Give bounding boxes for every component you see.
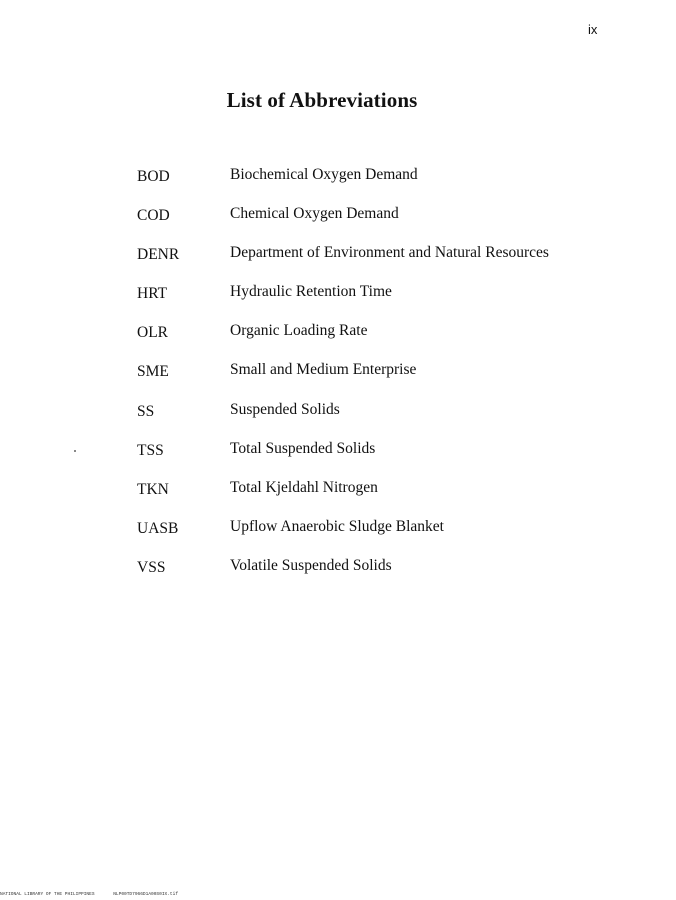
- abbreviation-term: TSS: [137, 441, 164, 459]
- abbreviation-term: BOD: [137, 168, 170, 185]
- abbreviation-term: COD: [137, 207, 170, 225]
- abbreviation-row: [0, 436, 676, 475]
- abbreviation-definition: Department of Environment and Natural Resources: [230, 244, 549, 262]
- abbreviation-definition: Volatile Suspended Solids: [230, 556, 392, 574]
- abbreviation-term: DENR: [137, 246, 180, 264]
- abbreviation-row: [0, 553, 676, 592]
- abbreviation-row: [0, 475, 676, 514]
- scan-footer: [0, 892, 178, 897]
- abbreviation-definition: Total Kjeldahl Nitrogen: [230, 478, 378, 496]
- abbreviation-definition: Hydraulic Retention Time: [230, 283, 392, 301]
- abbreviation-row: [0, 240, 676, 279]
- page-title: List of Abbreviations: [226, 88, 418, 112]
- abbreviation-row: [0, 318, 676, 357]
- abbreviation-definition: Total Suspended Solids: [230, 439, 376, 457]
- scan-speck: [74, 450, 76, 452]
- footer-file-code: NLP00TD7966D1A00S0IX.tif: [113, 892, 179, 897]
- abbreviation-term: SME: [137, 363, 169, 381]
- abbreviation-term: HRT: [137, 285, 168, 303]
- abbreviation-row: [0, 162, 676, 201]
- abbreviation-term: SS: [137, 402, 155, 420]
- abbreviation-definition: Small and Medium Enterprise: [230, 361, 417, 379]
- abbreviation-row: [0, 279, 676, 318]
- abbreviation-definition: Organic Loading Rate: [230, 322, 368, 340]
- abbreviation-row: [0, 201, 676, 240]
- abbreviation-row: [0, 357, 676, 396]
- abbreviation-definition: Chemical Oxygen Demand: [230, 205, 399, 223]
- abbreviation-term: OLR: [137, 324, 168, 342]
- footer-library-name: NATIONAL LIBRARY OF THE PHILIPPINES: [0, 892, 95, 897]
- abbreviation-term: VSS: [137, 558, 166, 576]
- abbreviation-list: [0, 162, 676, 592]
- abbreviation-row: [0, 514, 676, 553]
- page-number: ix: [588, 22, 598, 37]
- abbreviation-term: UASB: [137, 519, 179, 537]
- abbreviation-definition: Suspended Solids: [230, 400, 340, 418]
- abbreviation-row: [0, 397, 676, 436]
- abbreviation-term: TKN: [137, 480, 169, 498]
- abbreviation-definition: Upflow Anaerobic Sludge Blanket: [230, 517, 444, 535]
- abbreviation-definition: Biochemical Oxygen Demand: [230, 166, 418, 183]
